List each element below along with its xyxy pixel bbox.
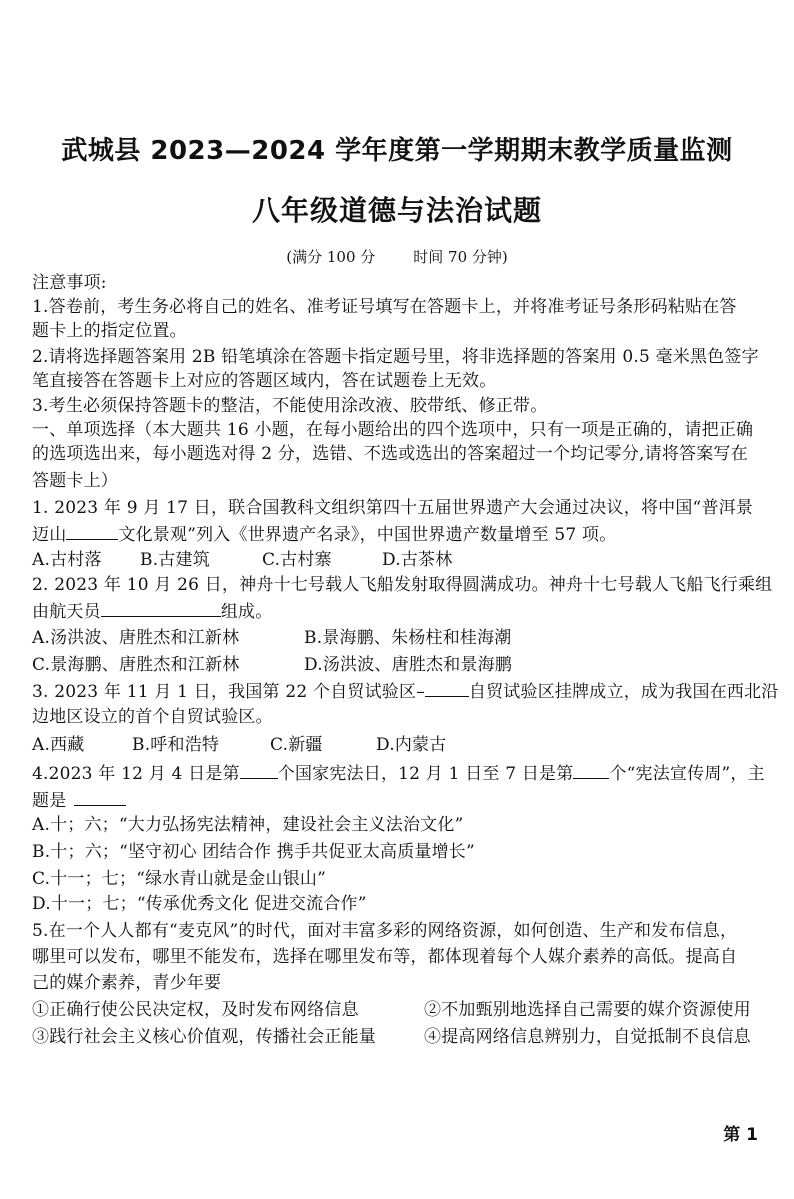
exam-subtitle: 八年级道德与法治试题 (251, 194, 542, 227)
q2-text-b: 组成。 (220, 602, 273, 622)
q1-text-b: 文化景观”列入《世界遗产名录》，中国世界遗产数量增至 57 项。 (118, 525, 617, 545)
q4-option-c: C.十一；七；“绿水青山就是金山银山” (32, 869, 326, 889)
q1-text-a: 迈山 (32, 525, 67, 545)
q2-option-c: C.景海鹏、唐胜杰和江新林 (32, 655, 240, 675)
q1-option-d: D.古茶林 (382, 550, 453, 570)
q1-stem-line-2 (32, 523, 616, 546)
page-number: 第 1 (723, 1125, 758, 1145)
note-3: 3.考生必须保持答题卡的整洁，不能使用涂改液、胶带纸、修正带。 (32, 396, 548, 416)
q2-stem-line-2 (32, 600, 272, 623)
q3-text-a: 3. 2023 年 11 月 1 日，我国第 22 个自贸试验区– (32, 682, 425, 702)
q4-answer-blank-1 (240, 762, 278, 779)
q1-option-b: B.古建筑 (140, 550, 210, 570)
section-1-line-2: 的选项选出来，每小题选对得 2 分，选错、不选或选出的答案超过一个均记零分,请将答案写在 (32, 444, 748, 464)
section-1-line-3: 答题卡上） (32, 471, 118, 491)
note-2-line-2: 笔直接答在答题卡上对应的答题区域内，答在试题卷上无效。 (32, 371, 497, 391)
q5-stem-line-3: 己的媒介素养，青少年要 (32, 973, 222, 993)
q4-stem-line-2 (32, 789, 126, 812)
q1-option-c: C.古村寨 (262, 550, 332, 570)
section-1-line-1: 一、单项选择（本大题共 16 小题，在每小题给出的四个选项中，只有一项是正确的，请把正确 (32, 420, 754, 440)
q3-option-c: C.新疆 (270, 735, 323, 755)
q4-text-c: 个“宪法宣传周”，主 (609, 764, 765, 784)
exam-title: 武城县 2023—2024 学年度第一学期期末教学质量监测 (61, 136, 733, 166)
q1-options (32, 549, 452, 571)
q1-stem-line-1: 1. 2023 年 9 月 17 日，联合国教科文组织第四十五届世界遗产大会通过决议，将中国“普洱景 (32, 498, 754, 518)
q5-stem-line-1: 5.在一个人人都有“麦克风”的时代，面对丰富多彩的网络资源，如何创造、生产和发布信息， (32, 921, 738, 941)
note-1-line-1: 1.答卷前，考生务必将自己的姓名、准考证号填写在答题卡上，并将准考证号条形码粘贴在答 (32, 297, 737, 317)
q3-option-d: D.内蒙古 (376, 735, 447, 755)
q4-answer-blank-3 (74, 789, 126, 806)
q3-options (32, 734, 446, 756)
q5-options-row-1 (32, 999, 751, 1021)
q4-text-b: 个国家宪法日，12 月 1 日至 7 日是第 (277, 764, 574, 784)
q3-stem-line-1 (32, 680, 779, 703)
q1-answer-blank (66, 523, 118, 540)
q2-options-row-1 (32, 627, 512, 649)
q3-stem-line-2: 边地区设立的首个自贸试验区。 (32, 707, 273, 727)
q4-option-d: D.十一；七；“传承优秀文化 促进交流合作” (32, 894, 367, 914)
q3-answer-blank (425, 680, 469, 697)
note-1-line-2: 题卡上的指定位置。 (32, 321, 187, 341)
q3-text-b: 自贸试验区挂牌成立，成为我国在西北沿 (468, 682, 779, 702)
q2-options-row-2 (32, 654, 512, 676)
q4-text-d: 题是 (32, 791, 67, 811)
q5-option-4: ④提高网络信息辨别力，自觉抵制不良信息 (424, 1027, 751, 1047)
q2-stem-line-1: 2. 2023 年 10 月 26 日，神舟十七号载人飞船发射取得圆满成功。神舟十七号载人飞船飞行乘组 (32, 575, 773, 595)
q4-option-b: B.十；六；“坚守初心 团结合作 携手共促亚太高质量增长” (32, 842, 475, 862)
q5-option-1: ①正确行使公民决定权，及时发布网络信息 (32, 1000, 359, 1020)
q2-option-b: B.景海鹏、朱杨柱和桂海潮 (304, 628, 512, 648)
q4-text-a: 4.2023 年 12 月 4 日是第 (32, 764, 240, 784)
q1-option-a: A.古村落 (32, 550, 102, 570)
q4-answer-blank-2 (573, 762, 609, 779)
notes-heading: 注意事项: (32, 273, 107, 293)
note-2-line-1: 2.请将选择题答案用 2B 铅笔填涂在答题卡指定题号里，将非选择题的答案用 0.5 毫米黑色签字 (32, 347, 759, 367)
q5-stem-line-2: 哪里可以发布，哪里不能发布，选择在哪里发布等，都体现着每个人媒介素养的高低。提高自 (32, 947, 738, 967)
q2-answer-blank (101, 600, 221, 617)
q2-option-d: D.汤洪波、唐胜杰和景海鹏 (304, 655, 513, 675)
q5-option-3: ③践行社会主义核心价值观，传播社会正能量 (32, 1027, 376, 1047)
q3-option-a: A.西藏 (32, 735, 85, 755)
exam-time: 时间 70 分钟) (413, 248, 508, 266)
q3-option-b: B.呼和浩特 (132, 735, 220, 755)
q5-options-row-2 (32, 1026, 751, 1048)
full-score: (满分 100 分 (286, 248, 376, 266)
q4-stem-line-1 (32, 762, 765, 785)
q4-option-a: A.十；六；“大力弘扬宪法精神，建设社会主义法治文化” (32, 815, 464, 835)
q2-option-a: A.汤洪波、唐胜杰和江新林 (32, 628, 240, 648)
exam-meta (0, 246, 794, 267)
q2-text-a: 由航天员 (32, 602, 101, 622)
q5-option-2: ②不加甄别地选择自己需要的媒介资源使用 (424, 1000, 751, 1020)
